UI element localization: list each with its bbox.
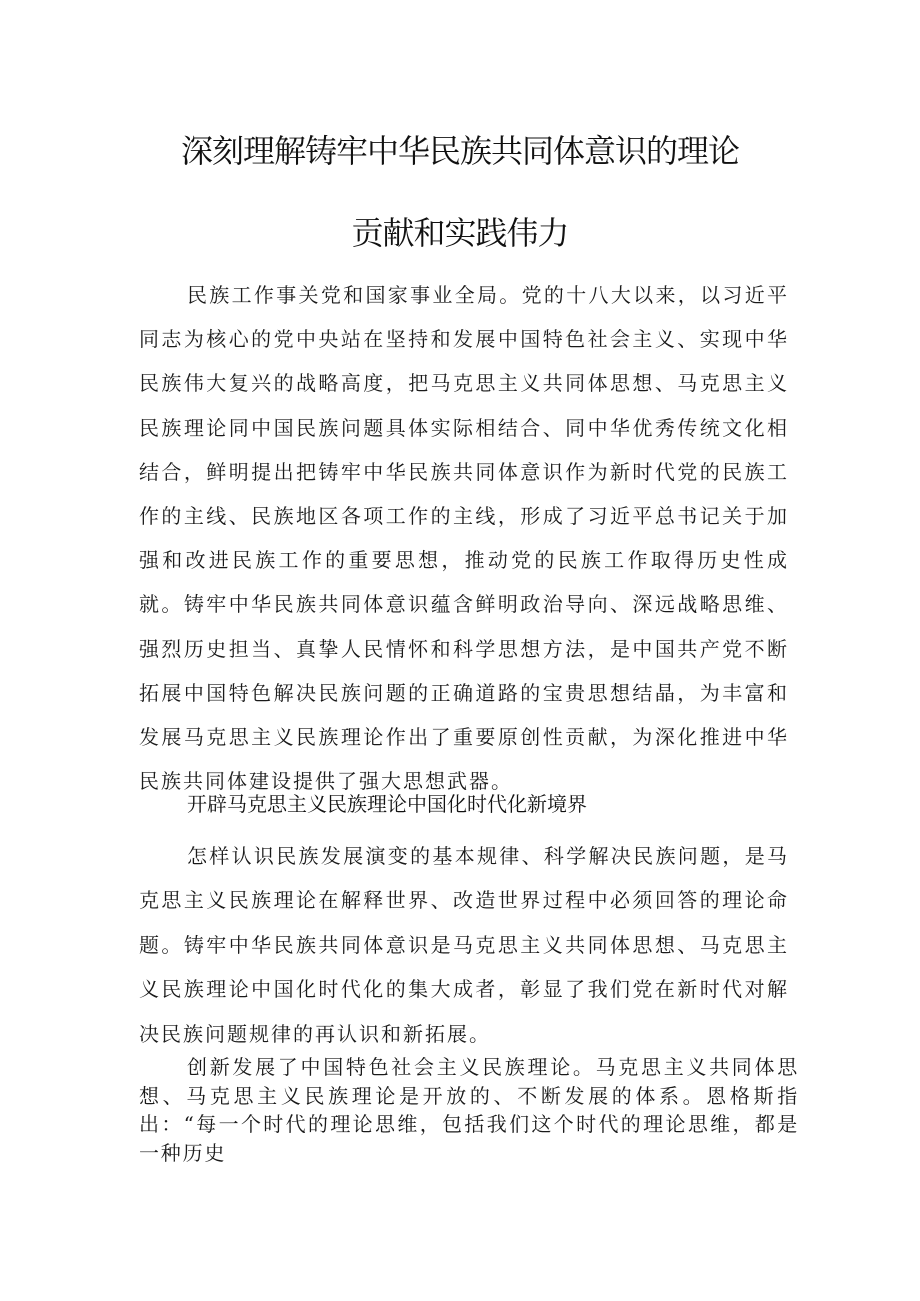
paragraph-section-intro: 怎样认识民族发展演变的基本规律、科学解决民族问题，是马克思主义民族理论在解释世界、改造世界过程中必须回答的理论命题。铸牢中华民族共同体意识是马克思主义共同体思想、马克思主义民族理论中国化时代化的集大成者，彰显了我们党在新时代对解决民族问题规律的再认识和新拓展。 [139,844,789,1046]
section-heading: 开辟马克思主义民族理论中国化时代化新境界 [187,792,587,816]
document-title-line-2: 贡献和实践伟力 [351,214,569,252]
document-title-line-1: 深刻理解铸牢中华民族共同体意识的理论 [180,132,739,170]
paragraph-intro: 民族工作事关党和国家事业全局。党的十八大以来，以习近平同志为核心的党中央站在坚持和发展中国特色社会主义、实现中华民族伟大复兴的战略高度，把马克思主义共同体思想、马克思主义民族理论同中国民族问题具体实际相结合、同中华优秀传统文化相结合，鲜明提出把铸牢中华民族共同体意识作为新时代党的民族工作的主线、民族地区各项工作的主线，形成了习近平总书记关于加强和改进民族工作的重要思想，推动党的民族工作取得历史性成就。铸牢中华民族共同体意识蕴含鲜明政治导向、深远战略思维、强烈历史担当、真挚人民情怀和科学思想方法，是中国共产党不断拓展中国特色解决民族问题的正确道路的宝贵思想结晶，为丰富和发展马克思主义民族理论作出了重要原创性贡献，为深化推进中华民族共同体建设提供了强大思想武器。 [139,283,789,794]
paragraph-innovation: 创新发展了中国特色社会主义民族理论。马克思主义共同体思想、马克思主义民族理论是开放的、不断发展的体系。恩格斯指出：“每一个时代的理论思维，包括我们这个时代的理论思维，都是一种历史 [139,1055,799,1165]
